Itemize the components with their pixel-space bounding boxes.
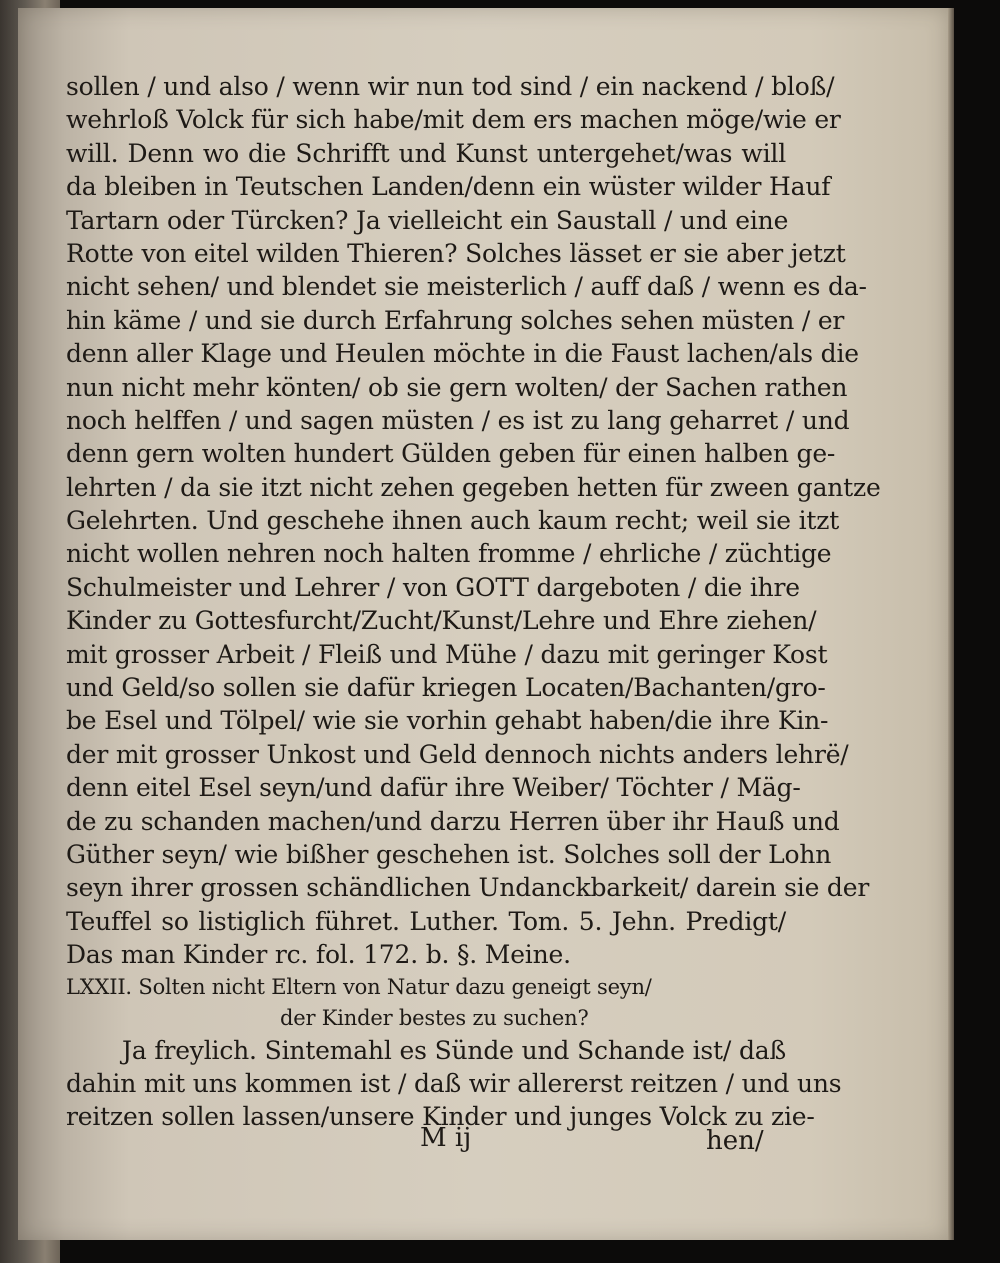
text-line: Teuffel so listiglich führet. Luther. Tom. 5. Jehn. Predigt/ — [66, 906, 786, 936]
text-line: be Esel und Tölpel/ wie sie vorhin gehabt haben/die ihre Kin- — [66, 706, 829, 736]
text-line: Tartarn oder Türcken? Ja vielleicht ein Saustall / und eine — [66, 205, 789, 235]
text-line: wehrloß Volck für sich habe/mit dem ers machen möge/wie er — [66, 105, 841, 135]
text-line: hin käme / und sie durch Erfahrung solches sehen müsten / er — [66, 305, 845, 335]
text-line: denn eitel Esel seyn/und dafür ihre Weiber/ Töchter / Mäg- — [66, 773, 801, 803]
text-line: Schulmeister und Lehrer / von GOTT dargeboten / die ihre — [66, 572, 800, 602]
text-line: der mit grosser Unkost und Geld dennoch nichts anders lehrë/ — [66, 739, 849, 769]
text-line-last: Das man Kinder rc. fol. 172. b. §. Meine. — [66, 940, 571, 970]
question-heading: LXXII. Solten nicht Eltern von Natur dazu geneigt seyn/ — [66, 974, 652, 999]
text-line: Gelehrten. Und geschehe ihnen auch kaum recht; weil sie itzt — [66, 506, 840, 536]
answer-line: dahin mit uns kommen ist / daß wir allererst reitzen / und uns — [66, 1068, 842, 1098]
text-line: nicht wollen nehren noch halten fromme / ehrliche / züchtige — [66, 539, 832, 569]
text-line: noch helffen / und sagen müsten / es ist zu lang geharret / und — [66, 405, 850, 435]
signature-mark: M ij — [420, 1123, 472, 1153]
text-line: denn aller Klage und Heulen möchte in die Faust lachen/als die — [66, 339, 859, 369]
text-line: sollen / und also / wenn wir nun tod sind / ein nackend / bloß/ — [66, 72, 835, 101]
text-line: will. Denn wo die Schrifft und Kunst untergehet/was will — [66, 138, 786, 168]
text-line: mit grosser Arbeit / Fleiß und Mühe / dazu mit geringer Kost — [66, 639, 828, 669]
page-edge — [948, 8, 954, 1240]
text-line: denn gern wolten hundert Gülden geben für einen halben ge- — [66, 439, 836, 469]
main-text — [66, 70, 881, 1134]
question-heading-cont: der Kinder bestes zu suchen? — [280, 1005, 589, 1030]
text-line: Güther seyn/ wie bißher geschehen ist. Solches soll der Lohn — [66, 839, 832, 869]
text-line: da bleiben in Teutschen Landen/denn ein wüster wilder Hauf — [66, 172, 831, 202]
text-line: und Geld/so sollen sie dafür kriegen Locaten/Bachanten/gro- — [66, 673, 826, 703]
text-line: lehrten / da sie itzt nicht zehen gegeben hetten für zween gantze — [66, 472, 881, 502]
text-line: Kinder zu Gottesfurcht/Zucht/Kunst/Lehre und Ehre ziehen/ — [66, 606, 817, 636]
text-line: nun nicht mehr könten/ ob sie gern wolten/ der Sachen rathen — [66, 372, 848, 402]
text-line: de zu schanden machen/und darzu Herren über ihr Hauß und — [66, 806, 840, 836]
answer-line: reitzen sollen lassen/unsere Kinder und junges Volck zu zie- — [66, 1102, 815, 1132]
text-line: nicht sehen/ und blendet sie meisterlich / auff daß / wenn es da- — [66, 272, 867, 302]
catchword: hen/ — [706, 1126, 764, 1156]
text-line: Rotte von eitel wilden Thieren? Solches lässet er sie aber jetzt — [66, 238, 846, 268]
answer-line: Ja freylich. Sintemahl es Sünde und Schande ist/ daß — [122, 1035, 786, 1065]
text-line: seyn ihrer grossen schändlichen Undanckbarkeit/ darein sie der — [66, 873, 870, 903]
